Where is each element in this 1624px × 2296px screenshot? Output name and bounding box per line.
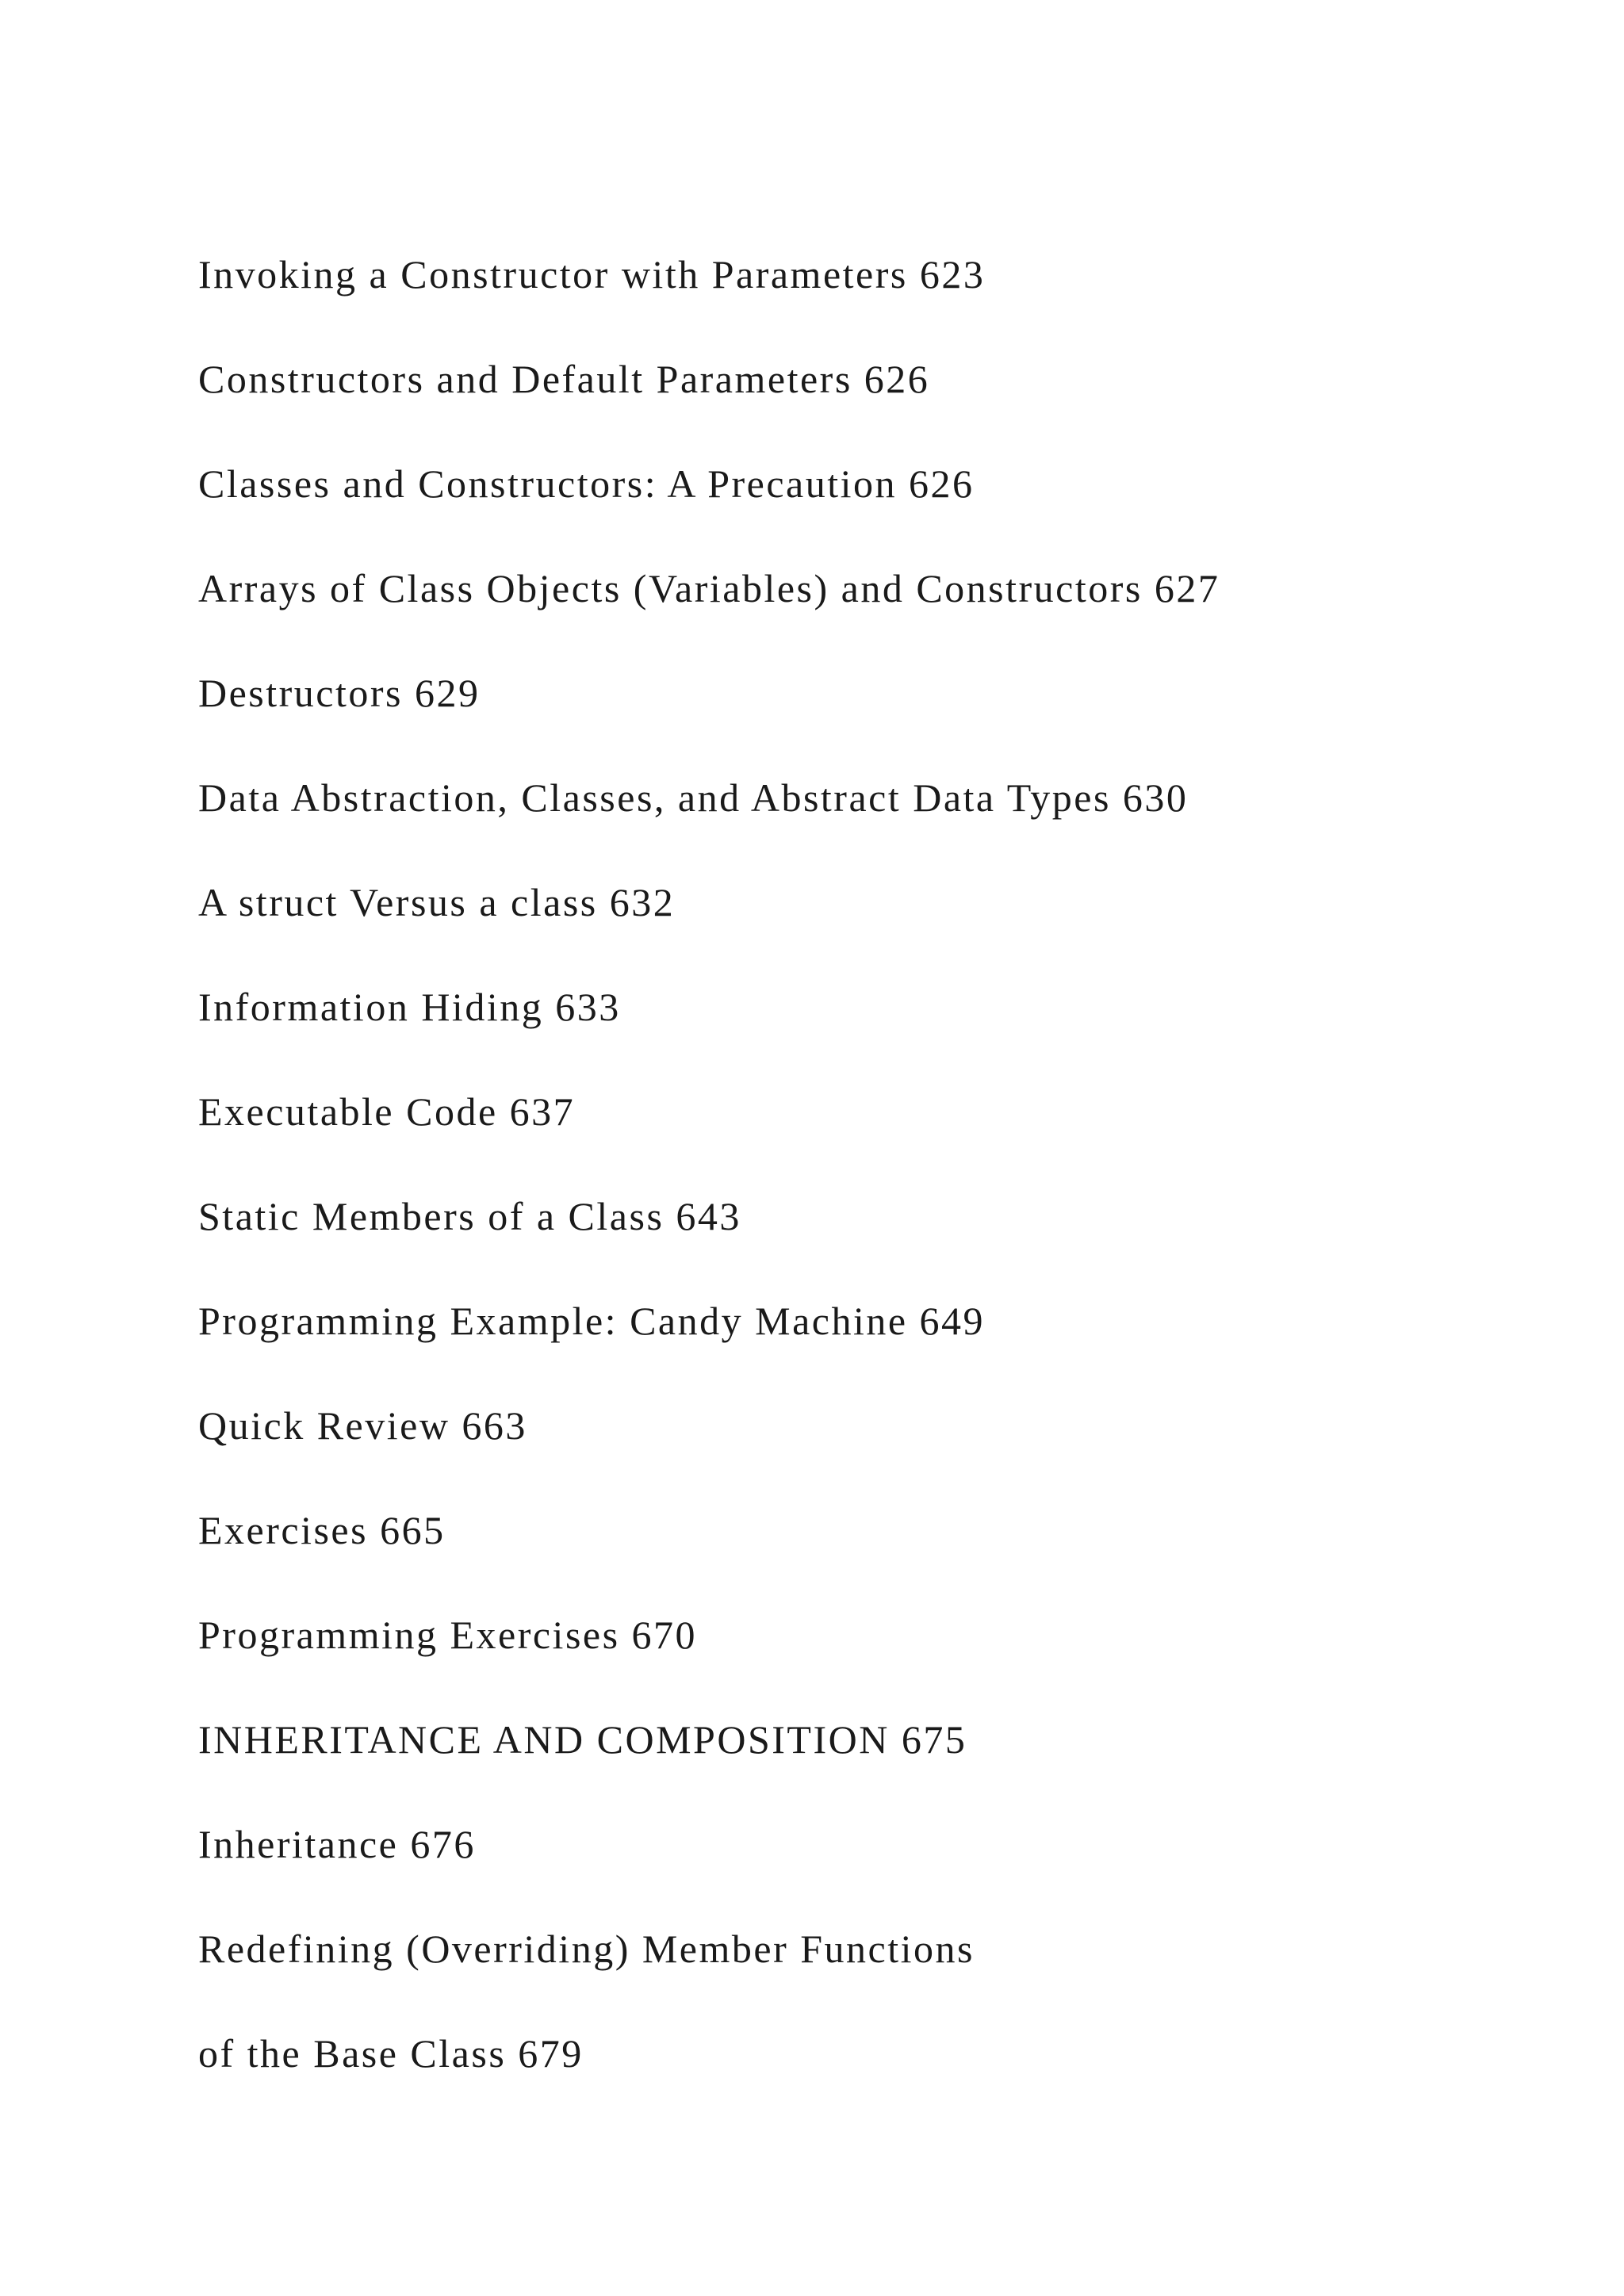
toc-entry: Classes and Constructors: A Precaution 626 bbox=[198, 461, 975, 506]
toc-entry: INHERITANCE AND COMPOSITION 675 bbox=[198, 1717, 967, 1762]
table-of-contents bbox=[198, 246, 1220, 2130]
toc-entry: Arrays of Class Objects (Variables) and Constructors 627 bbox=[198, 566, 1220, 610]
toc-entry: of the Base Class 679 bbox=[198, 2031, 584, 2076]
toc-entry: Destructors 629 bbox=[198, 671, 481, 715]
toc-entry: Quick Review 663 bbox=[198, 1403, 527, 1448]
toc-entry: Programming Example: Candy Machine 649 bbox=[198, 1299, 986, 1343]
toc-entry: Static Members of a Class 643 bbox=[198, 1194, 741, 1238]
toc-entry: A struct Versus a class 632 bbox=[198, 880, 676, 924]
toc-entry: Constructors and Default Parameters 626 bbox=[198, 357, 930, 401]
toc-entry: Information Hiding 633 bbox=[198, 985, 621, 1029]
toc-entry: Exercises 665 bbox=[198, 1508, 446, 1552]
toc-entry: Redefining (Overriding) Member Functions bbox=[198, 1927, 975, 1971]
toc-entry: Executable Code 637 bbox=[198, 1089, 576, 1134]
toc-entry: Invoking a Constructor with Parameters 623 bbox=[198, 252, 986, 297]
toc-entry: Inheritance 676 bbox=[198, 1822, 476, 1866]
toc-entry: Data Abstraction, Classes, and Abstract Data Types 630 bbox=[198, 775, 1189, 820]
toc-entry: Programming Exercises 670 bbox=[198, 1613, 698, 1657]
